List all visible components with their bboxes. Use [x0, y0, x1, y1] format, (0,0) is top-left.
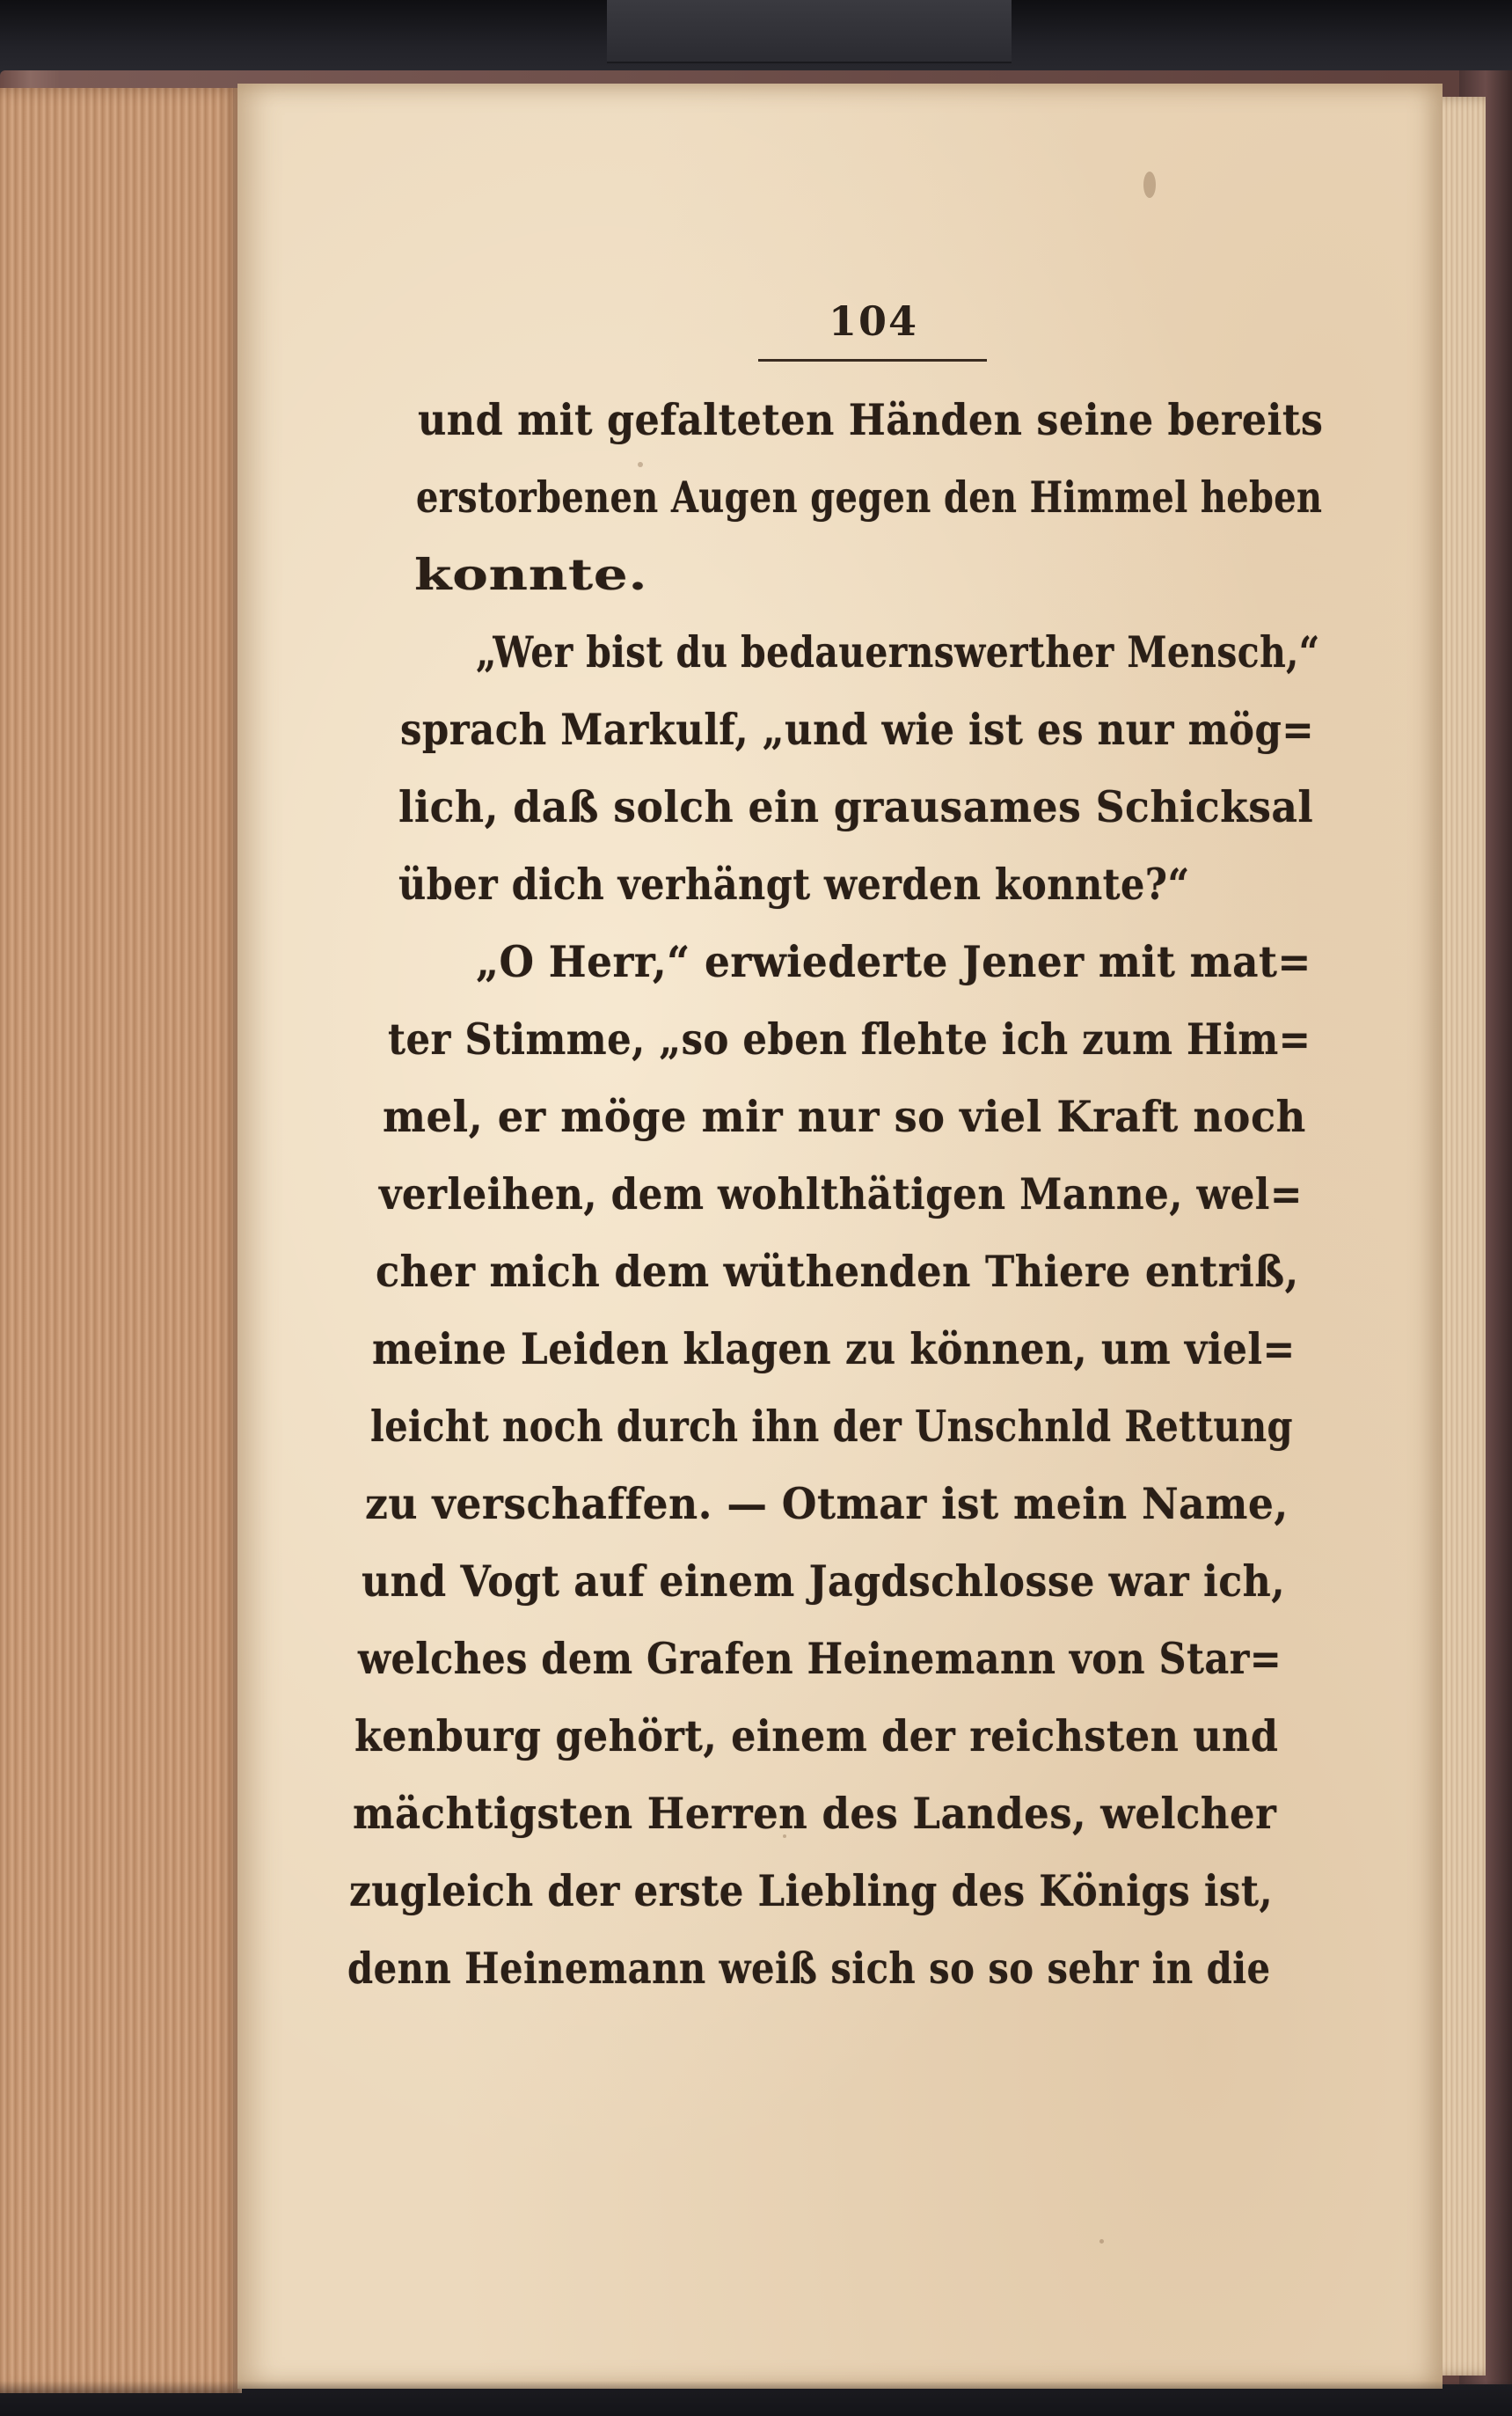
text-line: ter Stimme, „so eben flehte ich zum Him= [388, 1014, 1311, 1065]
text-line: lich, daß solch ein grausames Schicksal [398, 781, 1314, 832]
text-line: meine Leiden klagen zu können, um viel= [372, 1323, 1296, 1374]
text-line: sprach Markulf, „und wie ist es nur mög= [400, 704, 1315, 755]
text-line: verleihen, dem wohlthätigen Manne, wel= [379, 1168, 1303, 1219]
text-line: cher mich dem wüthenden Thiere entriß, [376, 1246, 1299, 1297]
text-line: kenburg gehört, einem der reichsten und [354, 1710, 1279, 1761]
text-line: und mit gefalteten Händen seine bereits [418, 394, 1324, 445]
text-line: „Wer bist du bedauernswerther Mensch,“ [476, 626, 1320, 677]
text-line: „O Herr,“ erwiederte Jener mit mat= [476, 936, 1311, 987]
text-line: erstorbenen Augen gegen den Himmel heben [416, 472, 1323, 523]
scanner-background-bottom [0, 2381, 1512, 2416]
text-line: mel, er möge mir nur so viel Kraft noch [383, 1091, 1306, 1142]
text-line: mächtigsten Herren des Landes, welcher [353, 1788, 1277, 1839]
page-number: 104 [828, 297, 919, 345]
text-line: konnte. [414, 549, 648, 600]
text-line: zu verschaffen. — Otmar ist mein Name, [365, 1478, 1289, 1529]
text-line: welches dem Grafen Heinemann von Star= [358, 1633, 1282, 1684]
text-line: und Vogt auf einem Jagdschlosse war ich, [362, 1556, 1286, 1607]
text-line: denn Heinemann weiß sich so so sehr in die [347, 1943, 1271, 1994]
text-line: leicht noch durch ihn der Unschnld Rettung [370, 1401, 1294, 1452]
text-line: über dich verhängt werden konnte?“ [398, 859, 1190, 910]
text-line: zugleich der erste Liebling des Königs ist, [349, 1865, 1274, 1916]
